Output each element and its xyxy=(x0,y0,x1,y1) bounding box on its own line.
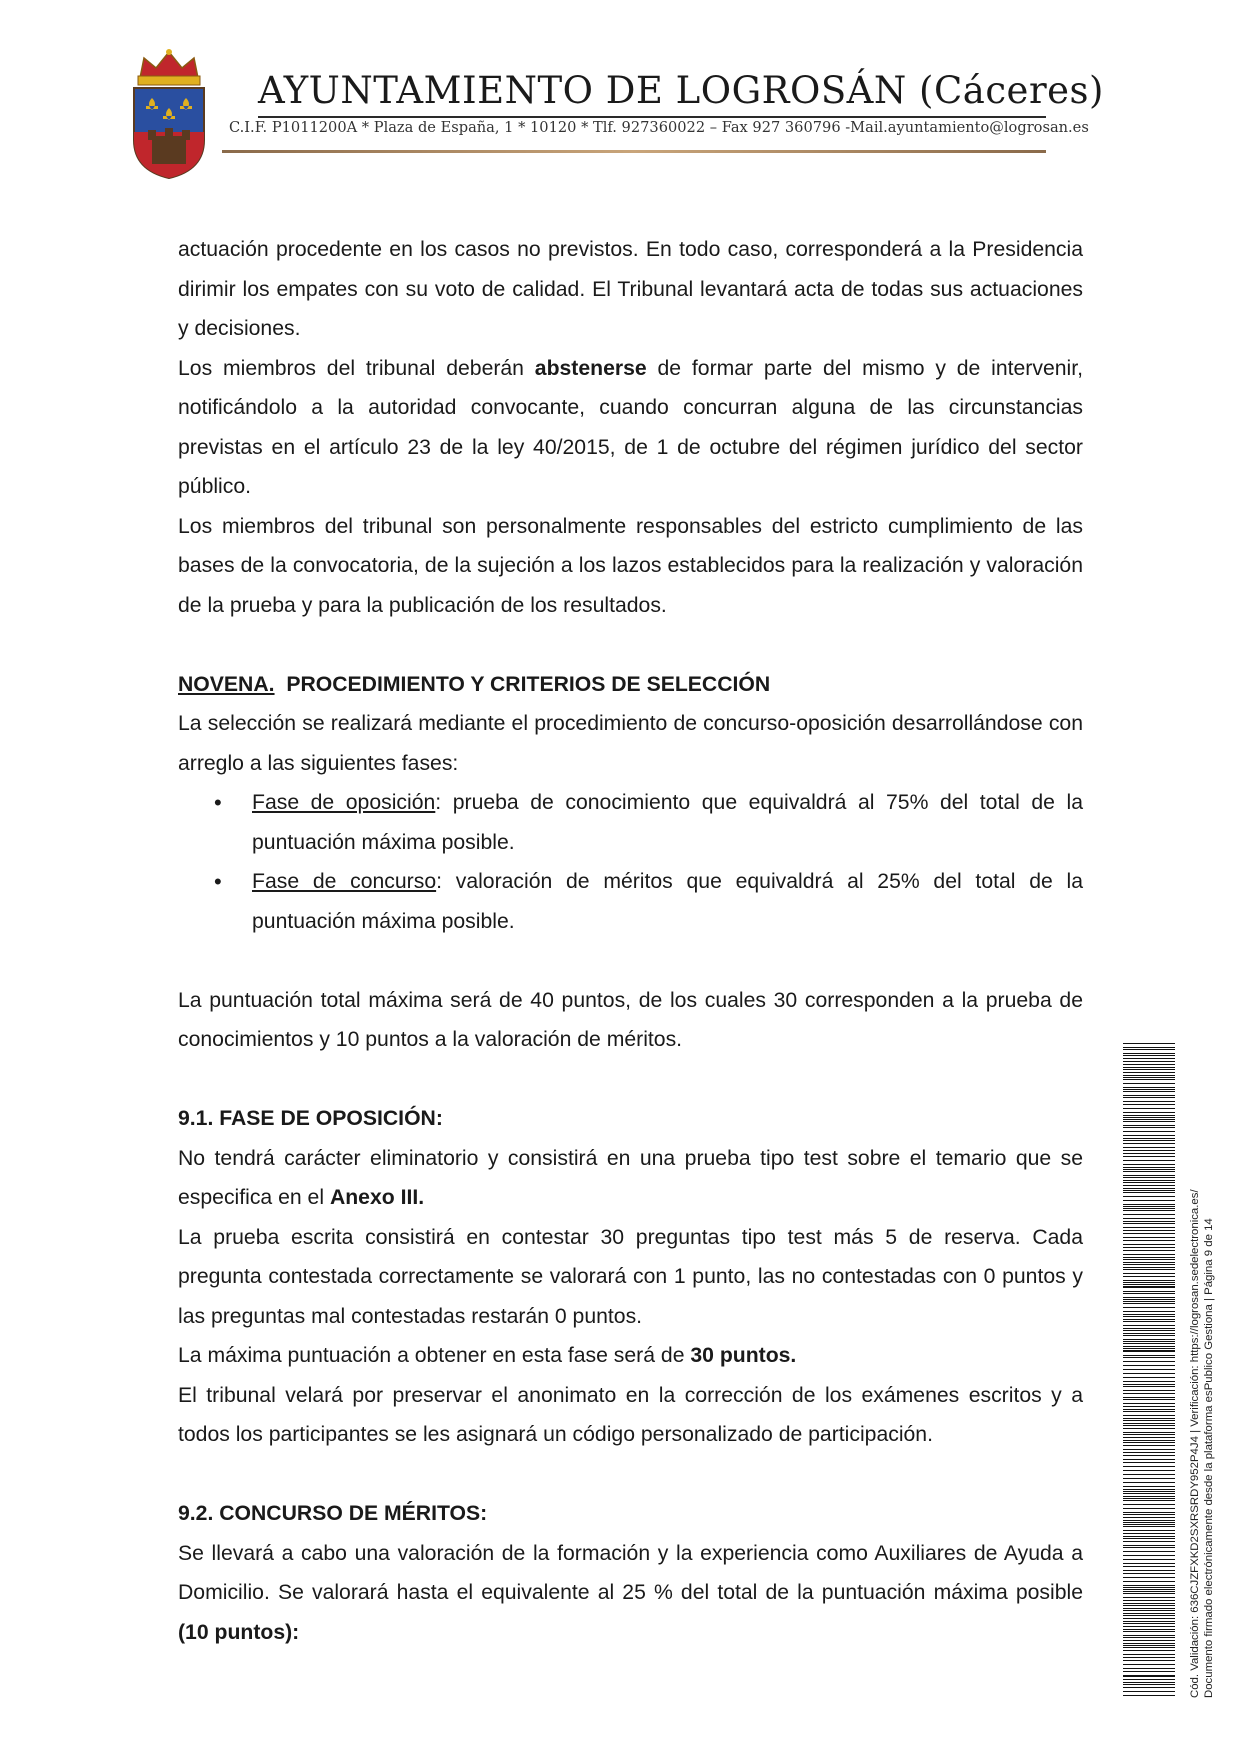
barcode-bar xyxy=(1123,1206,1175,1207)
barcode-bar xyxy=(1123,1067,1175,1068)
barcode-bar xyxy=(1123,1654,1175,1655)
barcode-bar xyxy=(1123,1069,1175,1070)
barcode-bar xyxy=(1123,1143,1175,1144)
barcode-bar xyxy=(1123,1150,1175,1151)
barcode-bar xyxy=(1123,1613,1175,1614)
barcode-bar xyxy=(1123,1541,1175,1542)
barcode-bar xyxy=(1123,1671,1175,1672)
barcode-bar xyxy=(1123,1679,1175,1680)
barcode-bar xyxy=(1123,1147,1175,1148)
barcode-bar xyxy=(1123,1547,1175,1548)
municipality-contact-line: C.I.F. P1011200A * Plaza de España, 1 * 10120 * Tlf. 927360022 – Fax 927 360796 -Mail.ayuntamiento@logrosan.es xyxy=(229,119,1089,136)
barcode-bar xyxy=(1123,1303,1175,1304)
barcode-bar xyxy=(1123,1415,1175,1416)
barcode-bar xyxy=(1123,1498,1175,1499)
barcode-bar xyxy=(1123,1299,1175,1300)
barcode-bar xyxy=(1123,1650,1175,1651)
barcode-bar xyxy=(1123,1664,1175,1665)
barcode-bar xyxy=(1123,1455,1175,1456)
paragraph-anonimato: El tribunal velará por preservar el anonimato en la corrección de los exámenes escritos y a todos los participantes se les asignará un código personalizado de participación. xyxy=(178,1383,1083,1446)
barcode-bar xyxy=(1123,1486,1175,1487)
validation-code-line: Cód. Validación: 636CJZFXKD2SXRSRDY952P4J4 | Verificación: https://logrosan.sedelectronica.es/ xyxy=(1189,1189,1201,1698)
barcode-bar xyxy=(1123,1581,1175,1582)
barcode-bar xyxy=(1123,1053,1175,1054)
barcode-bar xyxy=(1123,1125,1175,1126)
barcode-bar xyxy=(1123,1386,1175,1387)
barcode-bar xyxy=(1123,1545,1175,1546)
barcode-bar xyxy=(1123,1631,1175,1632)
barcode-bar xyxy=(1123,1563,1175,1564)
barcode-bar xyxy=(1123,1286,1175,1288)
barcode-bar xyxy=(1123,1466,1175,1467)
barcode-bar xyxy=(1123,1406,1175,1407)
barcode-bar xyxy=(1123,1247,1175,1248)
barcode-bar xyxy=(1123,1075,1175,1076)
barcode-bar xyxy=(1123,1115,1175,1116)
barcode-bar xyxy=(1123,1167,1175,1168)
barcode-bar xyxy=(1123,1377,1175,1378)
barcode-bar xyxy=(1123,1675,1175,1677)
header-accent-rule xyxy=(222,150,1046,153)
barcode-bar xyxy=(1123,1077,1175,1078)
barcode-bar xyxy=(1123,1250,1175,1251)
barcode-bar xyxy=(1123,1420,1175,1421)
barcode-bar xyxy=(1123,1647,1175,1648)
barcode-bar xyxy=(1123,1087,1175,1088)
barcode-bar xyxy=(1123,1333,1175,1334)
barcode-bar xyxy=(1123,1262,1175,1263)
barcode-bar xyxy=(1123,1570,1175,1571)
barcode-bar xyxy=(1123,1192,1175,1193)
barcode-bar xyxy=(1123,1593,1175,1594)
barcode-bar xyxy=(1123,1335,1175,1336)
paragraph-puntuacion-total: La puntuación total máxima será de 40 puntos, de los cuales 30 corresponden a la prueba de conocimientos y 10 puntos a la valoración de méritos. xyxy=(178,988,1083,1051)
barcode-bar xyxy=(1123,1055,1175,1056)
barcode-bar xyxy=(1123,1204,1175,1205)
barcode-bar xyxy=(1123,1474,1175,1475)
barcode-bar xyxy=(1123,1259,1175,1260)
barcode-bar xyxy=(1123,1440,1175,1441)
barcode-bar xyxy=(1123,1390,1175,1391)
barcode-bar xyxy=(1123,1621,1175,1622)
barcode-bar xyxy=(1123,1610,1175,1611)
barcode-bar xyxy=(1123,1348,1175,1349)
barcode-bar xyxy=(1123,1482,1175,1483)
list-item: • Fase de oposición: prueba de conocimiento que equivaldrá al 75% del total de la puntuación máxima posible. xyxy=(252,783,1083,862)
barcode-bar xyxy=(1123,1452,1175,1453)
barcode-bar xyxy=(1123,1301,1175,1302)
barcode-bar xyxy=(1123,1643,1175,1644)
barcode-bar xyxy=(1123,1254,1175,1255)
barcode-bar xyxy=(1123,1442,1175,1443)
barcode-bar xyxy=(1123,1399,1175,1400)
barcode-bar xyxy=(1123,1577,1175,1578)
barcode-bar xyxy=(1123,1514,1175,1515)
barcode-bar xyxy=(1123,1169,1175,1170)
barcode-bar xyxy=(1123,1346,1175,1347)
barcode-bar xyxy=(1123,1559,1175,1560)
barcode-bar xyxy=(1123,1307,1175,1308)
barcode-bar xyxy=(1123,1489,1175,1490)
barcode-bar xyxy=(1123,1339,1175,1340)
barcode-bar xyxy=(1123,1449,1175,1450)
signature-platform-line: Documento firmado electrónicamente desde la plataforma esPublico Gestiona | Página 9 de 14 xyxy=(1203,1218,1215,1698)
barcode-bar xyxy=(1123,1524,1175,1525)
barcode-bar xyxy=(1123,1230,1175,1231)
barcode-bar xyxy=(1123,1119,1175,1120)
barcode-bar xyxy=(1123,1156,1175,1157)
barcode-bar xyxy=(1123,1104,1175,1105)
barcode-bar xyxy=(1123,1361,1175,1362)
barcode-bar xyxy=(1123,1600,1175,1601)
paragraph-prueba-escrita: La prueba escrita consistirá en contestar 30 preguntas tipo test más 5 de reserva. Cada pregunta contestada correctamente se valorará con 1 punto, las no contestadas con 0 puntos y las preguntas mal contestadas restarán 0 puntos. xyxy=(178,1225,1083,1328)
barcode-bar xyxy=(1123,1190,1175,1191)
verification-side-text xyxy=(1188,1088,1216,1698)
barcode-bar xyxy=(1123,1214,1175,1215)
barcode-bar xyxy=(1123,1064,1175,1065)
barcode-bar xyxy=(1123,1182,1175,1183)
barcode-bar xyxy=(1123,1269,1175,1270)
barcode-bar xyxy=(1123,1491,1175,1492)
barcode-bar xyxy=(1123,1325,1175,1326)
barcode-bar xyxy=(1123,1629,1175,1630)
barcode-bar xyxy=(1123,1276,1175,1277)
municipality-title: AYUNTAMIENTO DE LOGROSÁN (Cáceres) xyxy=(258,69,1104,112)
header-divider xyxy=(258,116,1046,118)
verification-barcode xyxy=(1123,1043,1175,1698)
barcode-bar xyxy=(1123,1589,1175,1590)
barcode-bar xyxy=(1123,1267,1175,1268)
barcode-bar xyxy=(1123,1538,1175,1539)
barcode-bar xyxy=(1123,1101,1175,1102)
barcode-bar xyxy=(1123,1328,1175,1329)
barcode-bar xyxy=(1123,1043,1175,1044)
barcode-bar xyxy=(1123,1615,1175,1616)
paragraph-concurso-meritos: Se llevará a cabo una valoración de la formación y la experiencia como Auxiliares de Ayuda a Domicilio. Se valorará hasta el equivalente al 25 % del total de la puntuación máxima posible (10 puntos): xyxy=(178,1541,1083,1644)
barcode-bar xyxy=(1123,1434,1175,1435)
barcode-bar xyxy=(1123,1517,1175,1518)
barcode-bar xyxy=(1123,1691,1175,1692)
barcode-bar xyxy=(1123,1153,1175,1154)
barcode-bar xyxy=(1123,1321,1175,1322)
barcode-bar xyxy=(1123,1160,1175,1161)
barcode-bar xyxy=(1123,1591,1175,1592)
barcode-bar xyxy=(1123,1640,1175,1641)
barcode-bar xyxy=(1123,1244,1175,1245)
barcode-bar xyxy=(1123,1350,1175,1352)
barcode-bar xyxy=(1123,1319,1175,1320)
barcode-bar xyxy=(1123,1095,1175,1096)
barcode-bar xyxy=(1123,1668,1175,1669)
barcode-bar xyxy=(1123,1355,1175,1356)
barcode-bar xyxy=(1123,1291,1175,1292)
section-heading-9-1: 9.1. FASE DE OPOSICIÓN: xyxy=(178,1107,443,1130)
barcode-bar xyxy=(1123,1657,1175,1658)
barcode-bar xyxy=(1123,1520,1175,1521)
barcode-bar xyxy=(1123,1660,1175,1661)
phase-list xyxy=(178,783,1083,941)
barcode-bar xyxy=(1123,1297,1175,1298)
document-body xyxy=(178,230,1083,1652)
barcode-bar xyxy=(1123,1131,1175,1132)
barcode-bar xyxy=(1123,1369,1175,1370)
barcode-bar xyxy=(1123,1587,1175,1588)
barcode-bar xyxy=(1123,1645,1175,1646)
barcode-bar xyxy=(1123,1089,1175,1090)
barcode-bar xyxy=(1123,1418,1175,1419)
barcode-bar xyxy=(1123,1273,1175,1274)
barcode-bar xyxy=(1123,1605,1175,1606)
barcode-bar xyxy=(1123,1177,1175,1178)
barcode-bar xyxy=(1123,1496,1175,1497)
barcode-bar xyxy=(1123,1264,1175,1265)
barcode-bar xyxy=(1123,1127,1175,1128)
barcode-bar xyxy=(1123,1551,1175,1552)
barcode-bar xyxy=(1123,1381,1175,1382)
barcode-bar xyxy=(1123,1210,1175,1211)
barcode-bar xyxy=(1123,1384,1175,1385)
barcode-bar xyxy=(1123,1500,1175,1501)
barcode-bar xyxy=(1123,1425,1175,1426)
barcode-bar xyxy=(1123,1411,1175,1412)
barcode-bar xyxy=(1123,1316,1175,1317)
barcode-bar xyxy=(1123,1462,1175,1463)
paragraph-responsabilidad: Los miembros del tribunal son personalmente responsables del estricto cumplimiento de las bases de la convocatoria, de la sujeción a los lazos establecidos para la realización y valoración de la prueba y para la publicación de los resultados. xyxy=(178,514,1083,617)
barcode-bar xyxy=(1123,1280,1175,1281)
barcode-bar xyxy=(1123,1140,1175,1141)
barcode-bar xyxy=(1123,1314,1175,1315)
barcode-bar xyxy=(1123,1083,1175,1084)
barcode-bar xyxy=(1123,1522,1175,1523)
barcode-bar xyxy=(1123,1432,1175,1433)
barcode-bar xyxy=(1123,1257,1175,1258)
barcode-bar xyxy=(1123,1393,1175,1394)
barcode-bar xyxy=(1123,1330,1175,1331)
barcode-bar xyxy=(1123,1112,1175,1113)
barcode-bar xyxy=(1123,1240,1175,1241)
paragraph-seleccion: La selección se realizará mediante el procedimiento de concurso-oposición desarrollándose con arreglo a las siguientes fases: xyxy=(178,712,1083,775)
barcode-bar xyxy=(1123,1459,1175,1460)
list-item: • Fase de concurso: valoración de méritos que equivaldrá al 25% del total de la puntuación máxima posible. xyxy=(252,862,1083,941)
barcode-bar xyxy=(1123,1536,1175,1537)
barcode-bar xyxy=(1123,1603,1175,1604)
barcode-bar xyxy=(1123,1445,1175,1446)
barcode-bar xyxy=(1123,1282,1175,1283)
barcode-bar xyxy=(1123,1058,1175,1059)
barcode-bar xyxy=(1123,1208,1175,1209)
paragraph-abstencion: Los miembros del tribunal deberán abstenerse de formar parte del mismo y de intervenir, notificándolo a la autoridad convocante, cuando concurran alguna de las circunstancias previstas en el artículo 23 de la ley 40/2015, de 1 de octubre del régimen jurídico del sector público. xyxy=(178,356,1083,498)
barcode-bar xyxy=(1123,1373,1175,1374)
barcode-bar xyxy=(1123,1555,1175,1556)
barcode-bar xyxy=(1123,1237,1175,1238)
barcode-bar xyxy=(1123,1403,1175,1404)
barcode-bar xyxy=(1123,1423,1175,1424)
barcode-bar xyxy=(1123,1573,1175,1574)
barcode-bar xyxy=(1123,1061,1175,1062)
barcode-bar xyxy=(1123,1117,1175,1118)
barcode-bar xyxy=(1123,1227,1175,1228)
barcode-bar xyxy=(1123,1530,1175,1531)
barcode-bar xyxy=(1123,1079,1175,1080)
barcode-bar xyxy=(1123,1221,1175,1222)
barcode-bar xyxy=(1123,1185,1175,1186)
barcode-bar xyxy=(1123,1478,1175,1479)
barcode-bar xyxy=(1123,1223,1175,1224)
barcode-bar xyxy=(1123,1623,1175,1624)
barcode-bar xyxy=(1123,1526,1175,1527)
barcode-bar xyxy=(1123,1608,1175,1609)
barcode-bar xyxy=(1123,1138,1175,1139)
barcode-bar xyxy=(1123,1135,1175,1136)
barcode-bar xyxy=(1123,1637,1175,1638)
barcode-bar xyxy=(1123,1493,1175,1494)
barcode-bar xyxy=(1123,1097,1175,1098)
barcode-bar xyxy=(1123,1533,1175,1534)
barcode-bar xyxy=(1123,1409,1175,1410)
barcode-bar xyxy=(1123,1180,1175,1181)
barcode-bar xyxy=(1123,1597,1175,1598)
barcode-bar xyxy=(1123,1508,1175,1509)
barcode-bar xyxy=(1123,1343,1175,1344)
barcode-bar xyxy=(1123,1635,1175,1636)
barcode-bar xyxy=(1123,1218,1175,1219)
barcode-bar xyxy=(1123,1072,1175,1073)
barcode-bar xyxy=(1123,1585,1175,1586)
barcode-bar xyxy=(1123,1196,1175,1197)
barcode-bar xyxy=(1123,1164,1175,1165)
barcode-bar xyxy=(1123,1171,1175,1172)
barcode-bar xyxy=(1123,1365,1175,1366)
barcode-bar xyxy=(1123,1512,1175,1513)
barcode-bar xyxy=(1123,1428,1175,1429)
barcode-bar xyxy=(1123,1437,1175,1438)
barcode-bar xyxy=(1123,1684,1175,1685)
barcode-bar xyxy=(1123,1682,1175,1683)
barcode-bar xyxy=(1123,1695,1175,1696)
barcode-bar xyxy=(1123,1504,1175,1505)
barcode-bar xyxy=(1123,1341,1175,1342)
barcode-bar xyxy=(1123,1687,1175,1688)
barcode-bar xyxy=(1123,1566,1175,1567)
paragraph-tribunal-actuacion: actuación procedente en los casos no previstos. En todo caso, corresponderá a la Presidencia dirimir los empates con su voto de calidad. El Tribunal levantará acta de todas sus actuaciones y decisiones. xyxy=(178,238,1083,340)
barcode-bar xyxy=(1123,1188,1175,1189)
barcode-bar xyxy=(1123,1175,1175,1176)
barcode-bar xyxy=(1123,1293,1175,1294)
barcode-bar xyxy=(1123,1233,1175,1234)
barcode-bar xyxy=(1123,1470,1175,1471)
barcode-bar xyxy=(1123,1121,1175,1122)
abstenerse-emphasis: abstenerse xyxy=(534,356,647,380)
barcode-bar xyxy=(1123,1200,1175,1201)
section-heading-9-2: 9.2. CONCURSO DE MÉRITOS: xyxy=(178,1502,488,1525)
barcode-bar xyxy=(1123,1108,1175,1109)
municipal-coat-of-arms xyxy=(128,48,210,180)
barcode-bar xyxy=(1123,1284,1175,1285)
barcode-bar xyxy=(1123,1049,1175,1050)
barcode-bar xyxy=(1123,1626,1175,1627)
paragraph-prueba-test: No tendrá carácter eliminatorio y consistirá en una prueba tipo test sobre el temario que se especifica en el Anexo III. xyxy=(178,1146,1083,1209)
section-heading-novena: NOVENA. PROCEDIMIENTO Y CRITERIOS DE SELECCIÓN xyxy=(178,672,771,696)
barcode-bar xyxy=(1123,1047,1175,1048)
barcode-bar xyxy=(1123,1397,1175,1398)
barcode-bar xyxy=(1123,1311,1175,1312)
barcode-bar xyxy=(1123,1618,1175,1619)
barcode-bar xyxy=(1123,1357,1175,1358)
paragraph-maxima-puntuacion: La máxima puntuación a obtener en esta fase será de 30 puntos. xyxy=(178,1344,797,1367)
barcode-bar xyxy=(1123,1091,1175,1092)
